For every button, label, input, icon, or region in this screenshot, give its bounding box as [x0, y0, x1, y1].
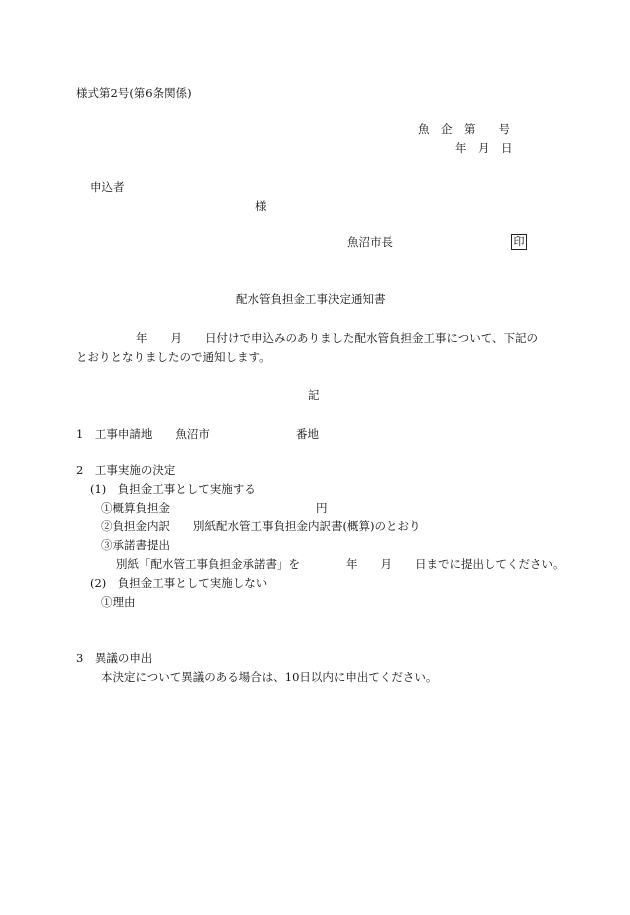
section-2-item-1: (1) 負担金工事として実施する [90, 482, 256, 496]
section-3-heading: 3 異議の申出 [76, 651, 153, 665]
applicant-honorific: 様 [255, 199, 267, 213]
section-2-heading: 2 工事実施の決定 [76, 463, 176, 477]
issuer-name: 魚沼市長 [347, 235, 393, 249]
ki-heading: 記 [308, 388, 320, 402]
form-label: 様式第2号(第6条関係) [76, 86, 192, 100]
section-1-heading: 1 工事申請地 魚沼市 [76, 427, 210, 441]
section-3-body: 本決定について異議のある場合は、10日以内に申出てください。 [101, 670, 438, 684]
section-2-item-1-3-detail: 別紙「配水管工事負担金承諾書」を 年 月 日までに提出してください。 [116, 557, 565, 571]
section-2-item-2: (2) 負担金工事として実施しない [90, 576, 268, 590]
section-2-item-1-2: ②負担金内訳 別紙配水管工事負担金内訳書(概算)のとおり [101, 519, 421, 533]
seal-mark: 印 [511, 234, 527, 250]
section-2-item-1-1: ①概算負担金 [101, 501, 170, 515]
document-number: 魚 企 第 号 [418, 122, 510, 136]
applicant-label: 申込者 [90, 180, 125, 194]
document-date: 年 月 日 [455, 141, 513, 155]
section-2-item-1-1-unit: 円 [316, 501, 328, 515]
document-title: 配水管負担金工事決定通知書 [236, 292, 386, 306]
intro-line-1: 年 月 日付けで申込みのありました配水管負担金工事について、下記の [136, 331, 539, 345]
intro-line-2: とおりとなりましたので通知します。 [76, 350, 271, 364]
section-2-item-1-3: ③承諾書提出 [101, 538, 170, 552]
section-2-item-2-1: ①理由 [101, 595, 136, 609]
section-1-suffix: 番地 [296, 427, 319, 441]
